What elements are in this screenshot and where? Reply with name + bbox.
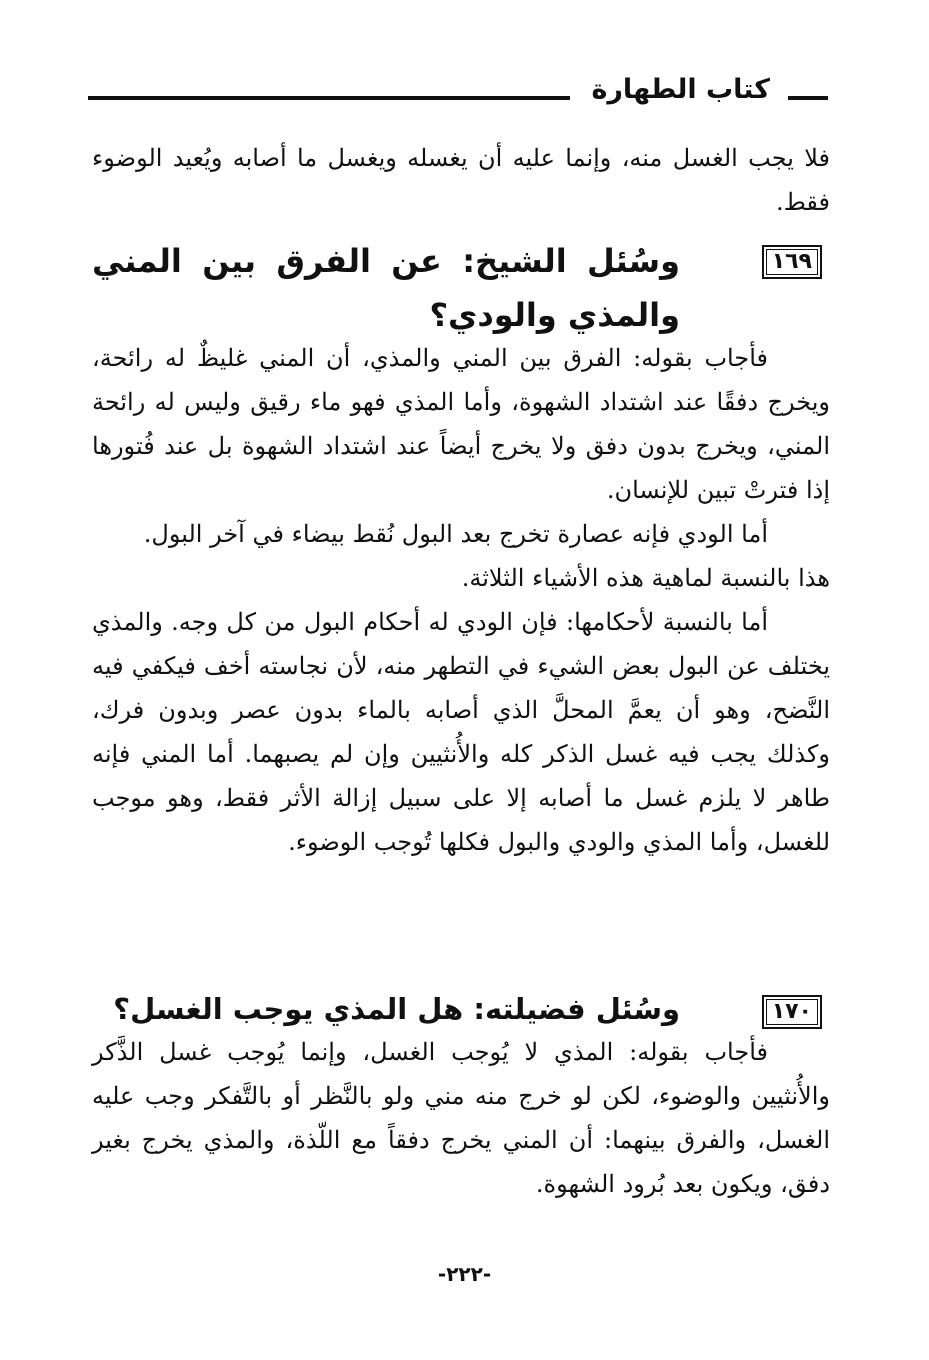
intro-text: فلا يجب الغسل منه، وإنما عليه أن يغسله ويغسل ما أصابه ويُعيد الوضوء فقط. bbox=[92, 144, 830, 216]
answer-paragraph: أما بالنسبة لأحكامها: فإن الودي له أحكام البول من كل وجه. والمذي يختلف عن البول بعض الشيء في التطهر منه، لأن نجاسته أخف فيكفي فيه النَّضح، وهو أن يعمَّ المحلَّ الذي أصابه بالماء بدون عصر وبدون فرك، وكذلك يجب فيه غسل الذكر كله والأُنثيين وإن لم يصبهما. أما المني فإنه طاهر لا يلزم غسل ما أصابه إلا على سبيل إزالة الأثر فقط، وهو موجب للغسل، وأما المذي والودي والبول فكلها تُوجب الوضوء. bbox=[92, 608, 830, 856]
answer-paragraph: هذا بالنسبة لماهية هذه الأشياء الثلاثة. bbox=[461, 564, 830, 592]
page-number: -٢٢٢- bbox=[437, 1262, 492, 1286]
answer-paragraph: فأجاب بقوله: الفرق بين المني والمذي، أن المني غليظٌ له رائحة، ويخرج دفقًا عند اشتداد الشهوة، وأما المذي فهو ماء رقيق وليس له رائحة المني، ويخرج بدون دفق ولا يخرج أيضاً عند اشتداد الشهوة بل عند فُتورها إذا فترتْ تبين للإنسان. bbox=[92, 344, 830, 504]
header-dash bbox=[788, 96, 828, 100]
question-169-heading bbox=[92, 234, 830, 342]
answer-170 bbox=[92, 1030, 830, 1206]
book-title: كتاب الطهارة bbox=[591, 74, 770, 105]
question-170-heading bbox=[92, 986, 830, 1032]
question-text: وسُئل فضيلته: هل المذي يوجب الغسل؟ bbox=[113, 992, 680, 1026]
answer-paragraph: فأجاب بقوله: المذي لا يُوجب الغسل، وإنما يُوجب غسل الذَّكر والأُنثيين والوضوء، لكن لو خرج منه مني ولو بالنَّظر أو بالتَّفكر وجب عليه الغسل، والفرق بينهما: أن المني يخرج دفقاً مع اللّذة، والمذي يخرج بغير دفق، ويكون بعد بُرود الشهوة. bbox=[92, 1038, 830, 1198]
running-header bbox=[88, 74, 828, 114]
answer-169 bbox=[92, 336, 830, 864]
question-number-badge: ١٦٩ bbox=[762, 245, 822, 279]
question-number-badge: ١٧٠ bbox=[762, 995, 822, 1029]
question-text: وسُئل الشيخ: عن الفرق بين المني والمذي والودي؟ bbox=[92, 242, 680, 334]
intro-paragraph bbox=[92, 136, 830, 224]
answer-paragraph: أما الودي فإنه عصارة تخرج بعد البول نُقط بيضاء في آخر البول. bbox=[143, 520, 768, 548]
header-rule bbox=[88, 96, 570, 100]
